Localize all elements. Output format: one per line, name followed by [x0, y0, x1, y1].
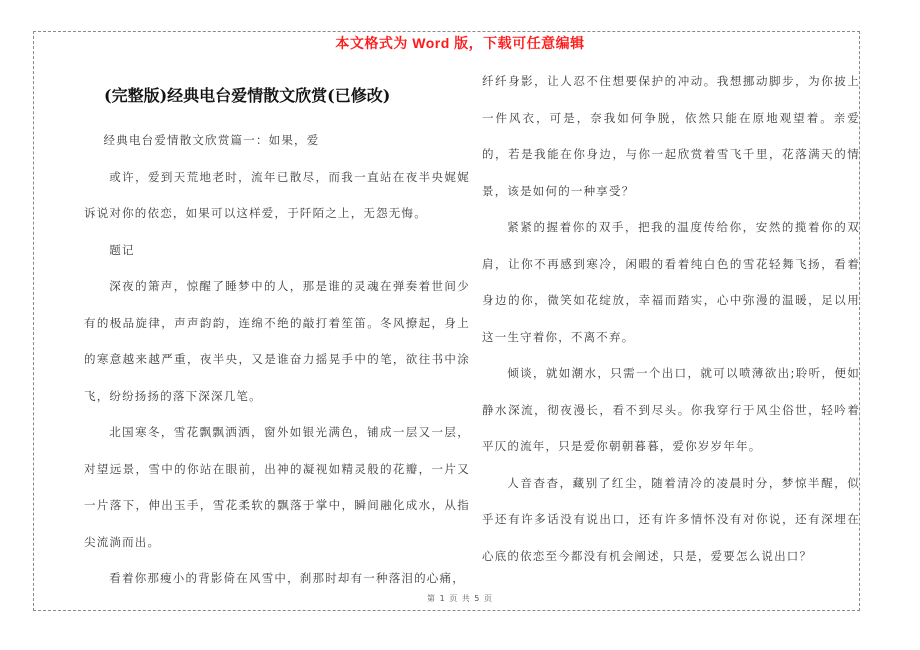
paragraph: 人音杳杳，藏别了红尘，随着清冷的凌晨时分，梦惊半醒，似乎还有许多话没有说出口，还有许多情怀没有对你说，还有深埋在心底的依恋至今都没有机会阐述，只是，爱要怎么说出口？	[482, 475, 860, 563]
left-column	[84, 74, 470, 597]
paragraph: 倾谈，就如潮水，只需一个出口，就可以喷薄欲出;聆听，便如静水深流，彻夜漫长，看不到尽头。你我穿行于风尘俗世，轻吟着平仄的流年，只是爱你朝朝暮暮，爱你岁岁年年。	[482, 366, 860, 453]
document-title: (完整版)经典电台爱情散文欣赏(已修改)	[104, 86, 391, 105]
word-format-banner: 本文格式为 Word 版，下载可任意编辑	[335, 35, 585, 51]
paragraph: 看着你那瘦小的背影倚在风雪中，刹那时却有一种落泪的心痛，	[109, 571, 465, 585]
paragraph: 北国寒冬，雪花飘飘洒洒，窗外如银光满色，铺成一层又一层，对望远景，雪中的你站在眼前，出神的凝视如精灵般的花瓣，一片又一片落下，伸出玉手，雪花柔软的飘落于掌中，瞬间融化成水，从指尖流淌而出。	[84, 425, 470, 549]
right-column	[482, 63, 860, 574]
article-subtitle: 经典电台爱情散文欣赏篇一：如果，爱	[103, 133, 320, 147]
inscription-label: 题记	[109, 242, 135, 257]
paragraph: 深夜的箫声，惊醒了睡梦中的人，那是谁的灵魂在弹奏着世间少有的极品旋律，声声韵韵，连绵不绝的敲打着笙笛。冬风撩起，身上的寒意越来越严重，夜半央，又是谁奋力摇晃手中的笔，欲往书中涂飞，纷纷扬扬的落下深深几笔。	[84, 279, 470, 403]
page-number-footer: 第 1 页 共 5 页	[427, 594, 493, 603]
paragraph: 或许，爱到天荒地老时，流年已散尽，而我一直站在夜半央娓娓诉说对你的依恋，如果可以这样爱，于阡陌之上，无怨无悔。	[84, 169, 470, 220]
paragraph-continued: 纤纤身影，让人忍不住想要保护的冲动。我想挪动脚步，为你披上一件风衣，可是，奈我如何争脱，依然只能在原地观望着。亲爱的，若是我能在你身边，与你一起欣赏着雪飞千里，花落满天的情景，该是如何的一种享受？	[482, 74, 860, 198]
paragraph: 紧紧的握着你的双手，把我的温度传给你，安然的揽着你的双肩，让你不再感到寒冷，闲暇的看着纯白色的雪花轻舞飞扬，看着身边的你，微笑如花绽放，幸福而踏实，心中弥漫的温暖，足以用这一生守着你，不离不弃。	[482, 220, 860, 344]
